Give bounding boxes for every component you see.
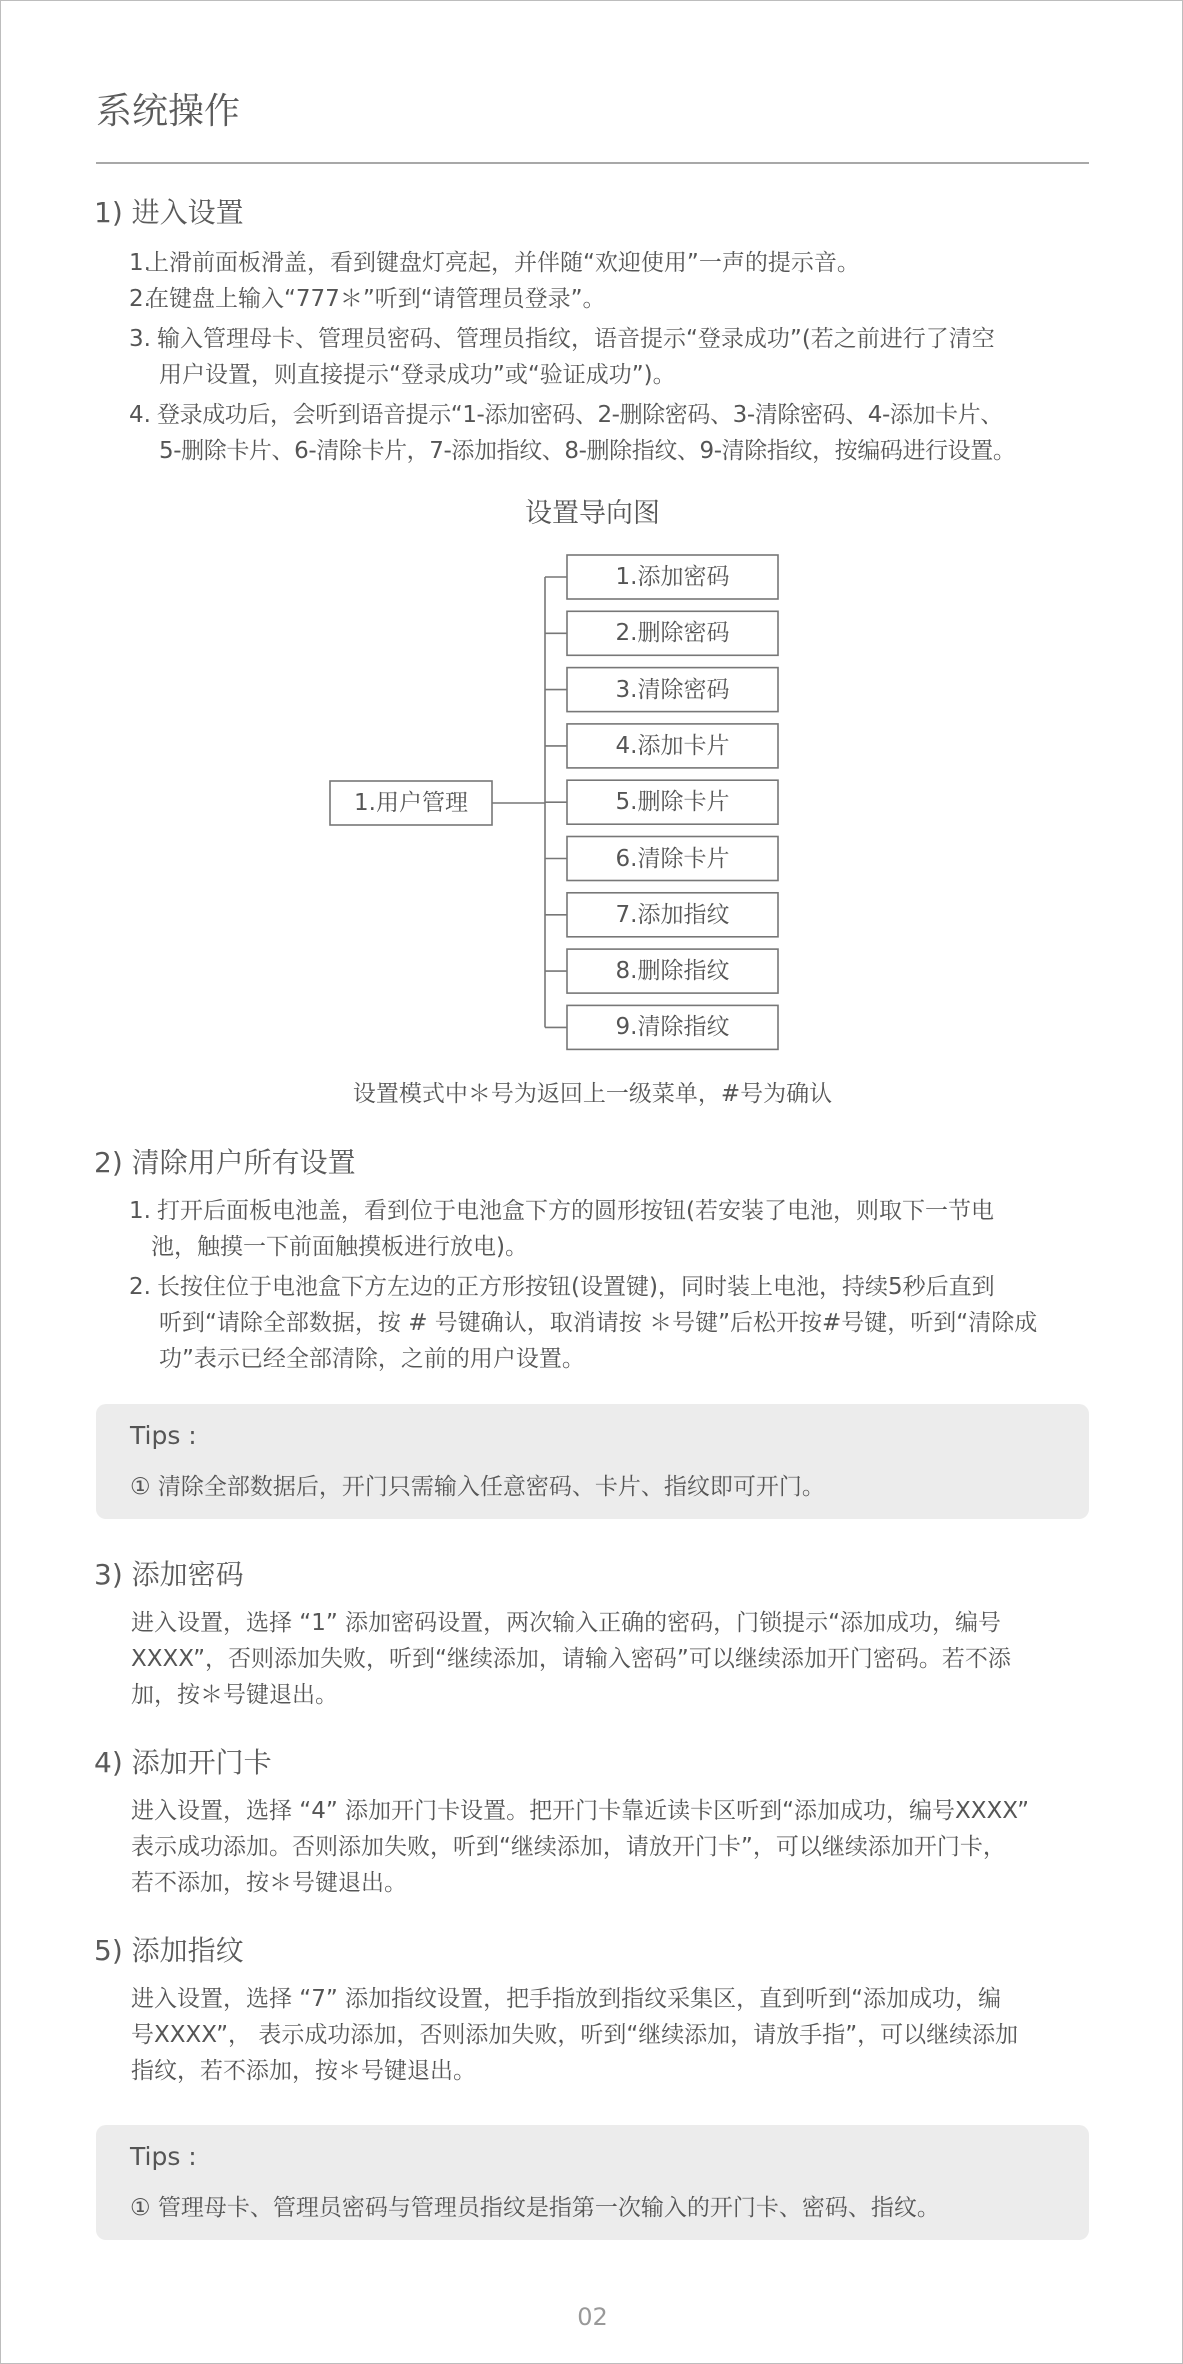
section-paragraph <box>131 1793 1111 1901</box>
paragraph-line: 进入设置，选择 “7” 添加指纹设置，把手指放到指纹采集区，直到听到“添加成功，编 <box>131 1986 1002 2012</box>
paragraph-line: 若不添加，按＊号键退出。 <box>131 1870 407 1896</box>
paragraph-line: 表示成功添加。否则添加失败，听到“继续添加，请放开门卡”，可以继续添加开门卡， <box>131 1834 1006 1860</box>
diagram-note: 设置模式中＊号为返回上一级菜单，#号为确认 <box>352 1081 833 1107</box>
section-heading-enter-settings: 1) 进入设置 <box>94 196 244 229</box>
list-item-number: 3. <box>129 326 151 352</box>
list-item <box>129 1269 1089 1377</box>
list-item-text: 输入管理母卡、管理员密码、管理员指纹，语音提示“登录成功”(若之前进行了清空 <box>157 326 995 352</box>
list-item-text: 用户设置，则直接提示“登录成功”或“验证成功”)。 <box>159 362 676 388</box>
child-node-label: 9.清除指纹 <box>615 1014 730 1041</box>
tips-box <box>96 2125 1089 2240</box>
section-heading-add-fingerprint: 5) 添加指纹 <box>94 1934 244 1967</box>
section-heading-clear-settings: 2) 清除用户所有设置 <box>94 1146 356 1179</box>
child-node-label: 1.添加密码 <box>615 564 730 590</box>
child-node-label: 6.清除卡片 <box>615 845 730 872</box>
paragraph-line: 进入设置，选择 “4” 添加开门卡设置。把开门卡靠近读卡区听到“添加成功，编号XXXX” <box>131 1798 1030 1824</box>
list-item-number: 2. <box>129 286 151 312</box>
child-node-label: 4.添加卡片 <box>615 732 730 759</box>
paragraph-line: 指纹，若不添加，按＊号键退出。 <box>131 2058 476 2084</box>
tips-text: ① 清除全部数据后，开门只需输入任意密码、卡片、指纹即可开门。 <box>130 1474 825 1500</box>
diagram-title: 设置导向图 <box>525 498 660 529</box>
tips-text: ① 管理母卡、管理员密码与管理员指纹是指第一次输入的开门卡、密码、指纹。 <box>130 2195 940 2221</box>
list-item-text: 打开后面板电池盖，看到位于电池盒下方的圆形按钮(若安装了电池，则取下一节电 <box>157 1198 994 1224</box>
root-node-label: 1.用户管理 <box>354 790 468 816</box>
list-item-number: 1. <box>129 1198 151 1224</box>
page-title: 系统操作 <box>96 91 241 132</box>
list-item-text: 5-删除卡片、6-清除卡片，7-添加指纹、8-删除指纹、9-清除指纹，按编码进行设置。 <box>159 438 1016 464</box>
list-item-text: 功”表示已经全部清除，之前的用户设置。 <box>159 1346 585 1372</box>
tips-box <box>96 1404 1089 1519</box>
child-node-label: 8.删除指纹 <box>615 958 730 985</box>
list-item-number: 2. <box>129 1274 151 1300</box>
paragraph-line: 加，按＊号键退出。 <box>131 1682 338 1708</box>
child-node-label: 5.删除卡片 <box>615 789 730 816</box>
list-item-text: 上滑前面板滑盖，看到键盘灯亮起，并伴随“欢迎使用”一声的提示音。 <box>146 250 860 276</box>
tree-connectors <box>492 577 567 1027</box>
list-item-text: 听到“请除全部数据，按 # 号键确认，取消请按 ＊号键”后松开按#号键，听到“清除成 <box>159 1310 1038 1336</box>
list-item-number: 4. <box>129 402 151 428</box>
child-node-label: 3.清除密码 <box>615 676 730 703</box>
list-item <box>129 1193 1089 1265</box>
tips-label: Tips : <box>130 2142 197 2171</box>
section-heading-add-card: 4) 添加开门卡 <box>94 1746 272 1779</box>
section-paragraph <box>131 1981 1111 2089</box>
list-item-number: 1. <box>129 250 151 276</box>
list-item-text: 长按住位于电池盒下方左边的正方形按钮(设置键)，同时装上电池，持续5秒后直到 <box>157 1274 995 1300</box>
list-item-text: 池，触摸一下前面触摸板进行放电)。 <box>151 1234 528 1260</box>
section-heading-add-password: 3) 添加密码 <box>94 1558 244 1591</box>
paragraph-line: XXXX”，否则添加失败，听到“继续添加，请输入密码”可以继续添加开门密码。若不添 <box>131 1646 1011 1672</box>
paragraph-line: 号XXXX”， 表示成功添加，否则添加失败，听到“继续添加，请放手指”，可以继续添加 <box>131 2022 1019 2048</box>
list-item-text: 登录成功后，会听到语音提示“1-添加密码、2-删除密码、3-清除密码、4-添加卡片、 <box>157 402 1003 428</box>
paragraph-line: 进入设置，选择 “1” 添加密码设置，两次输入正确的密码，门锁提示“添加成功，编号 <box>131 1610 1002 1636</box>
child-node-label: 7.添加指纹 <box>615 901 730 928</box>
section-paragraph <box>131 1605 1091 1713</box>
tips-label: Tips : <box>130 1421 197 1450</box>
child-node-label: 2.删除密码 <box>615 620 730 647</box>
list-item-text: 在键盘上输入“777＊”听到“请管理员登录”。 <box>146 286 606 312</box>
page-number: 02 <box>577 2303 608 2331</box>
